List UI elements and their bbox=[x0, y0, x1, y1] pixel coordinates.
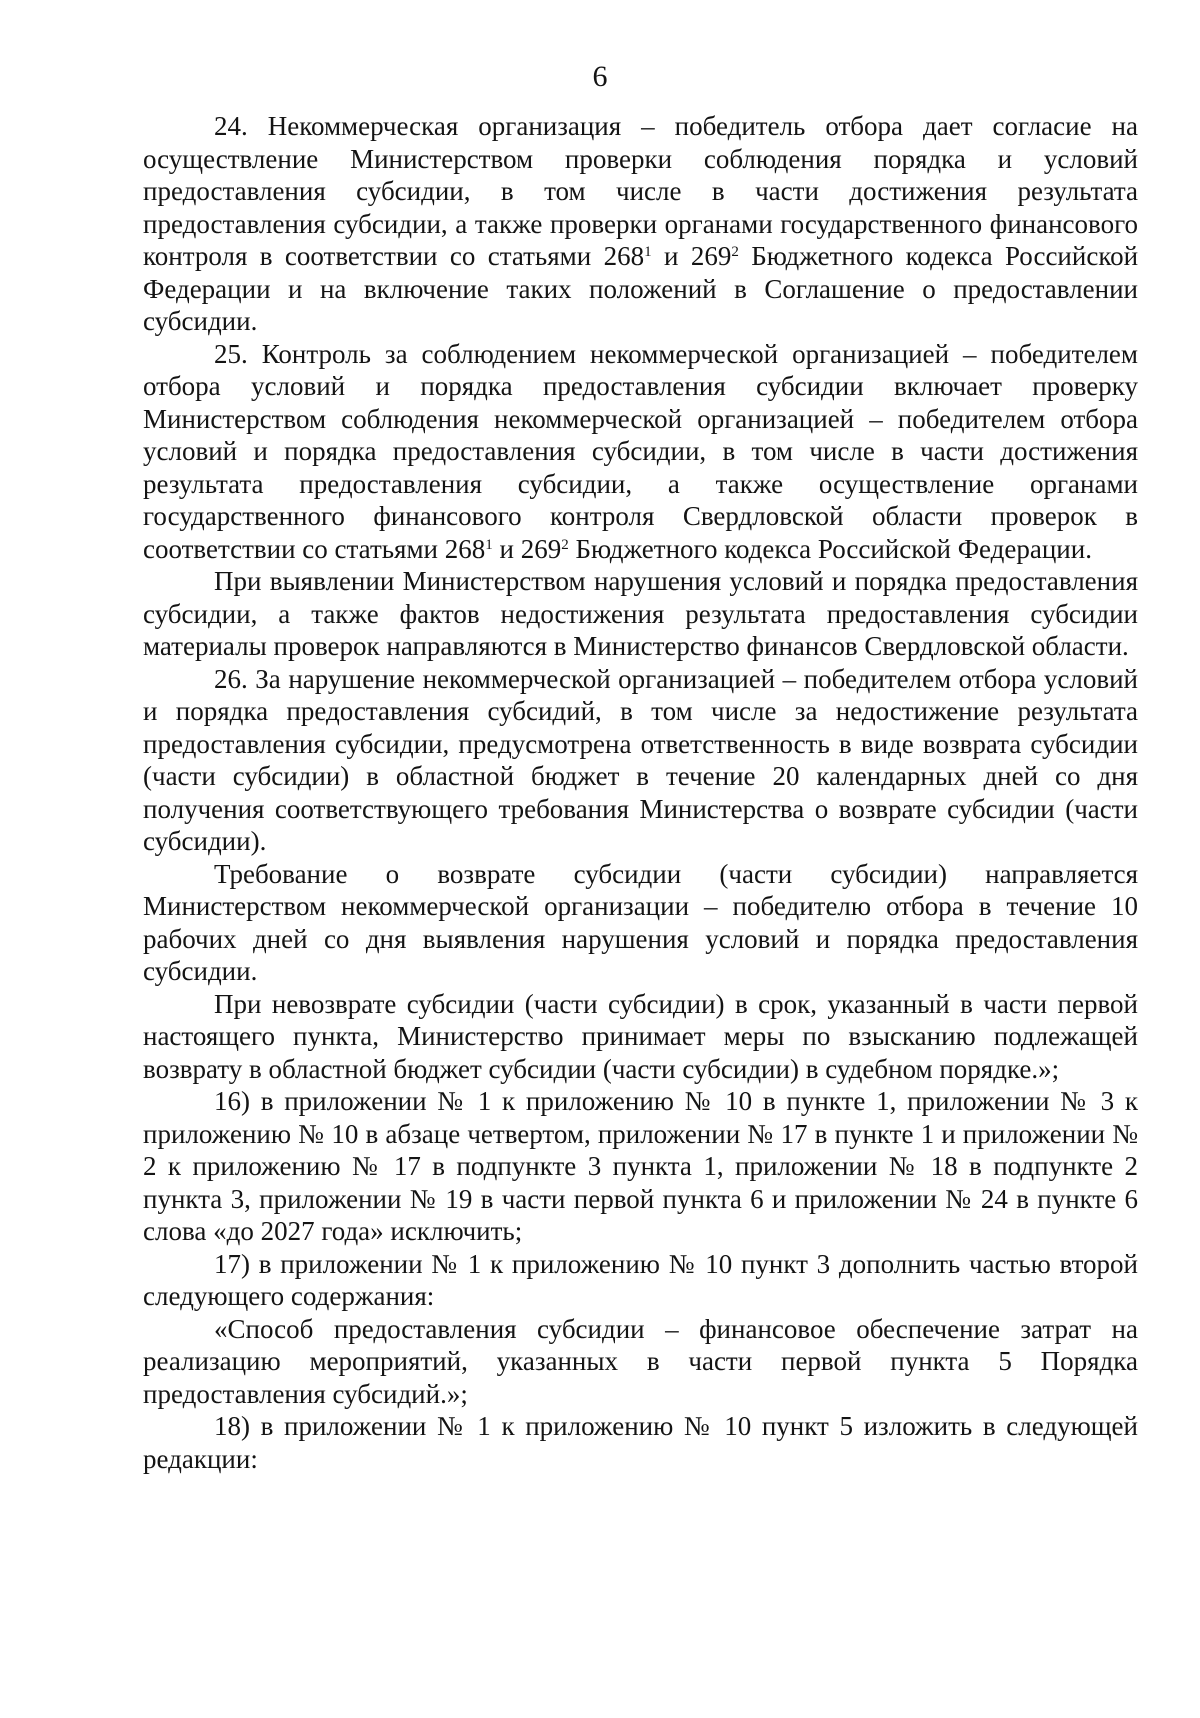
paragraph-25: 25. Контроль за соблюдением некоммерческой организацией – победителем отбора условий и порядка предоставления субсидии включает проверку Министерством соблюдения некоммерческой организацией – победителем отбора условий и порядка предоставления субсидии, в том числе в части достижения результата предоставления субсидии, а также осуществление органами государственного финансового контроля Свердловской области проверок в соответствии со статьями $268^1$ и $269^2$ Бюджетного кодекса Российской Федерации. bbox=[143, 338, 1138, 564]
paragraph-26-non-return: При невозврате субсидии (части субсидии) в срок, указанный в части первой настоящего пункта, Министерство принимает меры по взысканию подлежащей возврату в областной бюджет субсидии (части субсидии) в судебном порядке.»; bbox=[143, 988, 1138, 1084]
page-number: 6 bbox=[592, 60, 608, 93]
paragraph-18: 18) в приложении № 1 к приложению № 10 пункт 5 изложить в следующей редакции: bbox=[143, 1411, 1138, 1474]
paragraph-26: 26. За нарушение некоммерческой организацией – победителем отбора условий и порядка предоставления субсидий, в том числе за недостижение результата предоставления субсидии, предусмотрена ответственность в виде возврата субсидии (части субсидии) в областной бюджет в течение 20 календарных дней со дня получения соответствующего требования Министерства о возврате субсидии (части субсидии). bbox=[143, 663, 1138, 856]
paragraph-17-quote: «Способ предоставления субсидии – финансовое обеспечение затрат на реализацию мероприятий, указанных в части первой пункта 5 Порядка предоставления субсидий.»; bbox=[143, 1313, 1138, 1409]
paragraph-17: 17) в приложении № 1 к приложению № 10 пункт 3 дополнить частью второй следующего содержания: bbox=[143, 1248, 1138, 1311]
document-body bbox=[143, 110, 1138, 1475]
superscript: 1 bbox=[485, 536, 493, 553]
paragraph-26-requirement: Требование о возврате субсидии (части субсидии) направляется Министерством некоммерческой организации – победителю отбора в течение 10 рабочих дней со дня выявления нарушения условий и порядка предоставления субсидии. bbox=[143, 858, 1138, 986]
superscript: 2 bbox=[561, 536, 569, 553]
superscript: 1 bbox=[644, 244, 652, 260]
paragraph-16: 16) в приложении № 1 к приложению № 10 в пункте 1, приложении № 3 к приложению № 10 в абзаце четвертом, приложении № 17 в пункте 1 и приложении № 2 к приложению № 17 в подпункте 3 пункта 1, приложении № 18 в подпункте 2 пункта 3, приложении № 19 в части первой пункта 6 и приложении № 24 в пункте 6 слова «до 2027 года» исключить; bbox=[143, 1086, 1138, 1246]
superscript: 2 bbox=[731, 244, 739, 260]
paragraph-25-violations: При выявлении Министерством нарушения условий и порядка предоставления субсидии, а также фактов недостижения результата предоставления субсидии материалы проверок направляются в Министерство финансов Свердловской области. bbox=[143, 566, 1138, 661]
paragraph-24: 24. Некоммерческая организация – победитель отбора дает согласие на осуществление Министерством проверки соблюдения порядка и условий предоставления субсидии, в том числе в части достижения результата предоставления субсидии, а также проверки органами государственного финансового контроля в соответствии со статьями $268^1$ и $269^2$ Бюджетного кодекса Российской Федерации и на включение таких положений в Соглашение о предоставлении субсидии. bbox=[143, 111, 1139, 336]
